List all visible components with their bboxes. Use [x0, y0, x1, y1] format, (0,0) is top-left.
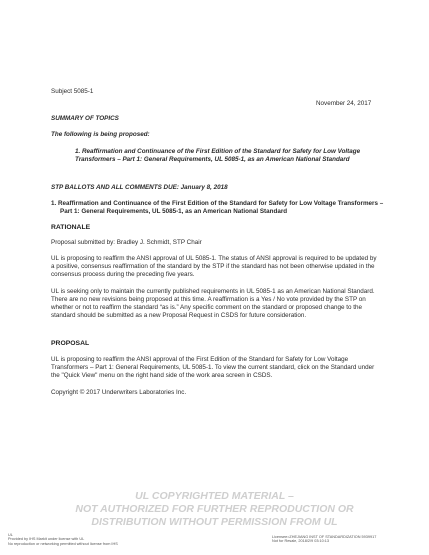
- rationale-paragraph-1: UL is proposing to reaffirm the ANSI approval of UL 5085-1. The status of ANSI approval is required to be updated by a positive, consensus reaffirmation of the standard by the STP if the standard has not been otherwise updated in the consensus process during the preceding five years.: [51, 255, 377, 279]
- proposal-paragraph: UL is proposing to reaffirm the ANSI approval of the First Edition of the Standard for Safety for Low Voltage Transformers – Part 1: General Requirements, UL 5085-1. To view the current standard, click on the Standard under the "Quick View" menu on the right hand side of the work area screen in CSDS.: [51, 356, 375, 380]
- proposal-heading: PROPOSAL: [51, 340, 90, 347]
- rationale-heading: RATIONALE: [51, 224, 91, 231]
- subject-line: Subject 5085-1: [51, 88, 94, 95]
- rationale-submitted-by: Proposal submitted by: Bradley J. Schmidt, STP Chair: [51, 239, 202, 246]
- footer-right: [272, 535, 376, 544]
- watermark-line-1: UL COPYRIGHTED MATERIAL –: [135, 490, 294, 502]
- footer-right-line-2: Not for Resale, 2018/2/9 03:10:13: [272, 539, 329, 544]
- rationale-paragraph-2: UL is seeking only to maintain the currently published requirements in UL 5085-1 as an American National Standard. There are no new revisions being proposed at this time. A reaffirmation is a Yes / No vote provided by the STP on whether or not to reaffirm the standard “as is.” Any specific comment on the standard or proposed change to the standard should be submitted as a new Proposal Request in CSDS for future consideration.: [51, 288, 375, 320]
- watermark-line-2: NOT AUTHORIZED FOR FURTHER REPRODUCTION OR: [75, 503, 354, 515]
- summary-item-1: 1. Reaffirmation and Continuance of the First Edition of the Standard for Safety for Low Voltage Transformers – Part 1: General Requirements, UL 5085-1, as an American National Standard: [75, 148, 361, 164]
- summary-title: SUMMARY OF TOPICS: [51, 115, 119, 122]
- section-1-title: 1. Reaffirmation and Continuance of the First Edition of the Standard for Safety for Low Voltage Transformers – Part 1: General Requirements, UL 5085-1, as an American National Standard: [51, 200, 384, 216]
- footer-left-line-1: UL: [8, 533, 13, 537]
- copyright-line: Copyright © 2017 Underwriters Laboratories Inc.: [51, 389, 187, 396]
- footer-right-line-1: Licensee=ZHEJIANG INST OF STANDARDIZATION 5939917: [272, 535, 377, 539]
- footer-left-line-2: Provided by IHS Markit under license with UL: [8, 537, 85, 542]
- footer-left: [8, 533, 118, 546]
- proposed-intro: The following is being proposed:: [51, 131, 150, 138]
- ballots-due-line: STP BALLOTS AND ALL COMMENTS DUE: January 8, 2018: [51, 184, 228, 191]
- footer-left-line-3: No reproduction or networking permitted without license from IHS: [8, 541, 118, 546]
- watermark-line-3: DISTRIBUTION WITHOUT PERMISSION FROM UL: [91, 516, 338, 528]
- document-date: November 24, 2017: [316, 100, 372, 107]
